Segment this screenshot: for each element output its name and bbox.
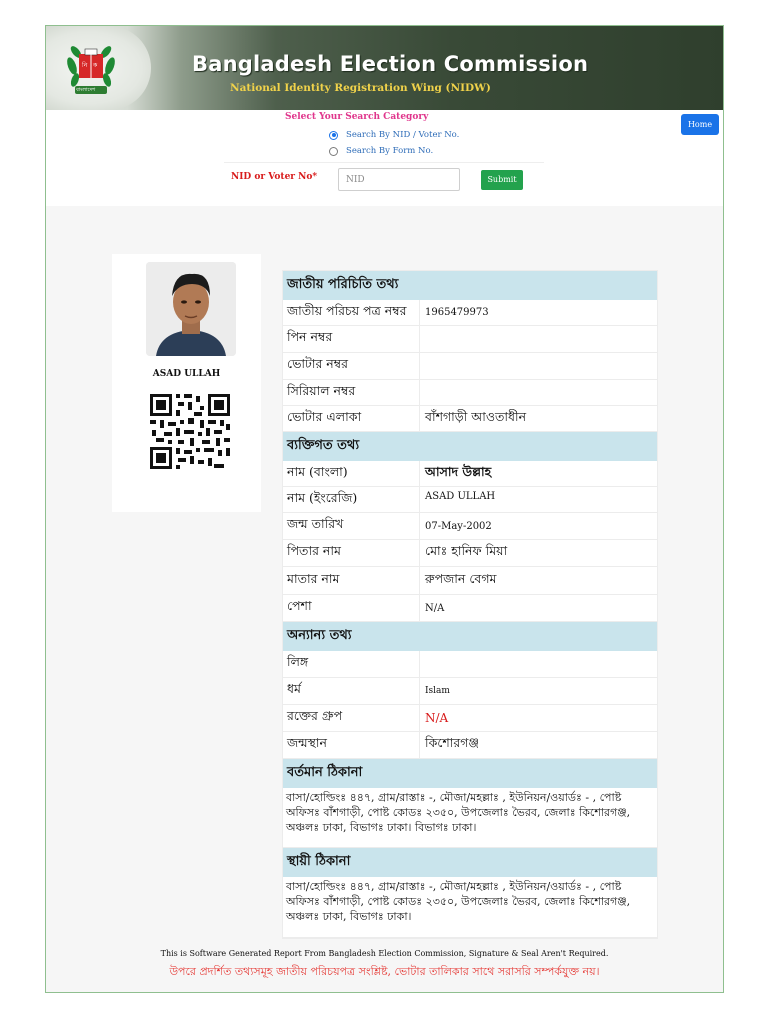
profile-photo <box>146 262 236 356</box>
row-label: লিঙ্গ <box>283 651 420 677</box>
mother-name: রুপজান বেগম <box>425 570 497 586</box>
permanent-address-text: বাসা/হোল্ডিংঃ ৪৪৭, গ্রাম/রাস্তাঃ -, মৌজা/মহল্লাঃ , ইউনিয়ন/ওয়ার্ডঃ - , পোষ্ট অফিসঃ বাঁশগাড়ী, পোষ্ট কোডঃ ২৩৫০, উপজেলাঃ ভৈরব, জেলাঃ কিশোরগঞ্জ, অঞ্চলঃ ঢাকা, বিভাগঃ ঢাকা। <box>283 877 657 938</box>
radio-button[interactable] <box>329 147 338 156</box>
table-row <box>283 651 657 678</box>
table-row <box>283 705 657 732</box>
row-label: সিরিয়াল নম্বর <box>283 380 420 405</box>
row-label: ধর্ম <box>283 678 420 704</box>
voter-area: বাঁশগাড়ী আওতাধীন <box>425 408 527 424</box>
radio-button-selected[interactable] <box>329 131 338 140</box>
section-other: অন্যান্য তথ্য <box>283 622 657 651</box>
home-button[interactable]: Home <box>681 114 719 135</box>
table-row <box>283 595 657 622</box>
section-personal: ব্যক্তিগত তথ্য <box>283 432 657 461</box>
row-label: জন্ম তারিখ <box>283 513 420 539</box>
page-title: Bangladesh Election Commission <box>192 52 589 76</box>
table-row <box>283 487 657 513</box>
row-label: পেশা <box>283 595 420 621</box>
blood-group: N/A <box>425 711 449 725</box>
table-row <box>283 567 657 595</box>
footer-note-bangla: উপরে প্রদর্শিত তথ্যসমূহ জাতীয় পরিচয়পত্র সংশ্লিষ্ট, ভোটার তালিকার সাথে সরাসরি সম্পর্কযুক্ত নয়। <box>169 965 600 978</box>
table-row <box>283 380 657 406</box>
row-label: ভোটার নম্বর <box>283 353 420 379</box>
voter-number <box>420 353 657 379</box>
gender <box>420 651 657 677</box>
row-label: মাতার নাম <box>283 567 420 594</box>
qr-code <box>150 394 230 469</box>
table-row <box>283 678 657 705</box>
occupation: N/A <box>425 602 445 614</box>
logo-letter-left: নি <box>82 62 88 69</box>
birth-place: কিশোরগঞ্জ <box>425 735 480 750</box>
row-label: পিতার নাম <box>283 540 420 566</box>
nid-field-label: NID or Voter No* <box>231 172 318 182</box>
father-name: মোঃ হানিফ মিয়া <box>425 543 508 558</box>
radio-option-form[interactable] <box>329 144 433 158</box>
profile-name: ASAD ULLAH <box>152 369 221 379</box>
section-national-id: জাতীয় পরিচিতি তথ্য <box>283 271 657 300</box>
logo-caption: বাংলাদেশ <box>76 87 96 93</box>
radio-option-label: Search By Form No. <box>346 146 434 156</box>
table-row <box>283 406 657 432</box>
table-row <box>283 326 657 353</box>
profile-card <box>112 254 261 512</box>
radio-option-nid[interactable] <box>329 128 459 142</box>
name-english: ASAD ULLAH <box>425 491 496 502</box>
date-of-birth: 07-May-2002 <box>425 520 492 532</box>
radio-option-label: Search By NID / Voter No. <box>346 130 460 140</box>
serial-number <box>420 380 657 405</box>
religion: Islam <box>425 686 450 696</box>
row-label: নাম (ইংরেজি) <box>283 487 420 512</box>
submit-button[interactable]: Submit <box>481 170 523 190</box>
nid-number: 1965479973 <box>425 307 489 318</box>
table-row <box>283 461 657 487</box>
present-address-text: বাসা/হোল্ডিংঃ ৪৪৭, গ্রাম/রাস্তাঃ -, মৌজা/মহল্লাঃ , ইউনিয়ন/ওয়ার্ডঃ - , পোষ্ট অফিসঃ বাঁশগাড়ী, পোষ্ট কোডঃ ২৩৫০, উপজেলাঃ ভৈরব, জেলাঃ কিশোরগঞ্জ, অঞ্চলঃ ঢাকা, বিভাগঃ ঢাকা। বিভাগঃ ঢাকা। <box>283 788 657 848</box>
table-row <box>283 732 657 759</box>
name-bangla: আসাদ উল্লাহ <box>425 463 492 479</box>
section-present-address: বর্তমান ঠিকানা <box>283 759 657 788</box>
info-table <box>282 270 658 939</box>
row-label: ভোটার এলাকা <box>283 406 420 431</box>
logo-letter-right: ক <box>93 62 98 69</box>
row-label: পিন নম্বর <box>283 326 420 352</box>
page-subtitle: National Identity Registration Wing (NIDW) <box>230 82 491 94</box>
search-panel <box>46 110 723 206</box>
nid-input[interactable] <box>338 168 460 191</box>
page-frame <box>45 25 724 993</box>
table-row <box>283 300 657 326</box>
table-row <box>283 513 657 540</box>
row-label: নাম (বাংলা) <box>283 461 420 486</box>
divider <box>224 162 544 163</box>
section-permanent-address: স্থায়ী ঠিকানা <box>283 848 657 877</box>
row-label: রক্তের গ্রুপ <box>283 705 420 731</box>
search-category-label: Select Your Search Category <box>285 112 429 122</box>
logo-background <box>46 26 151 110</box>
row-label: জাতীয় পরিচয় পত্র নম্বর <box>283 300 420 325</box>
pin-number <box>420 326 657 352</box>
table-row <box>283 353 657 380</box>
table-row <box>283 540 657 567</box>
row-label: জন্মস্থান <box>283 732 420 758</box>
header-banner <box>46 26 723 110</box>
footer-note-english: This is Software Generated Report From Bangladesh Election Commission, Signature & Seal Aren't Required. <box>160 949 609 958</box>
